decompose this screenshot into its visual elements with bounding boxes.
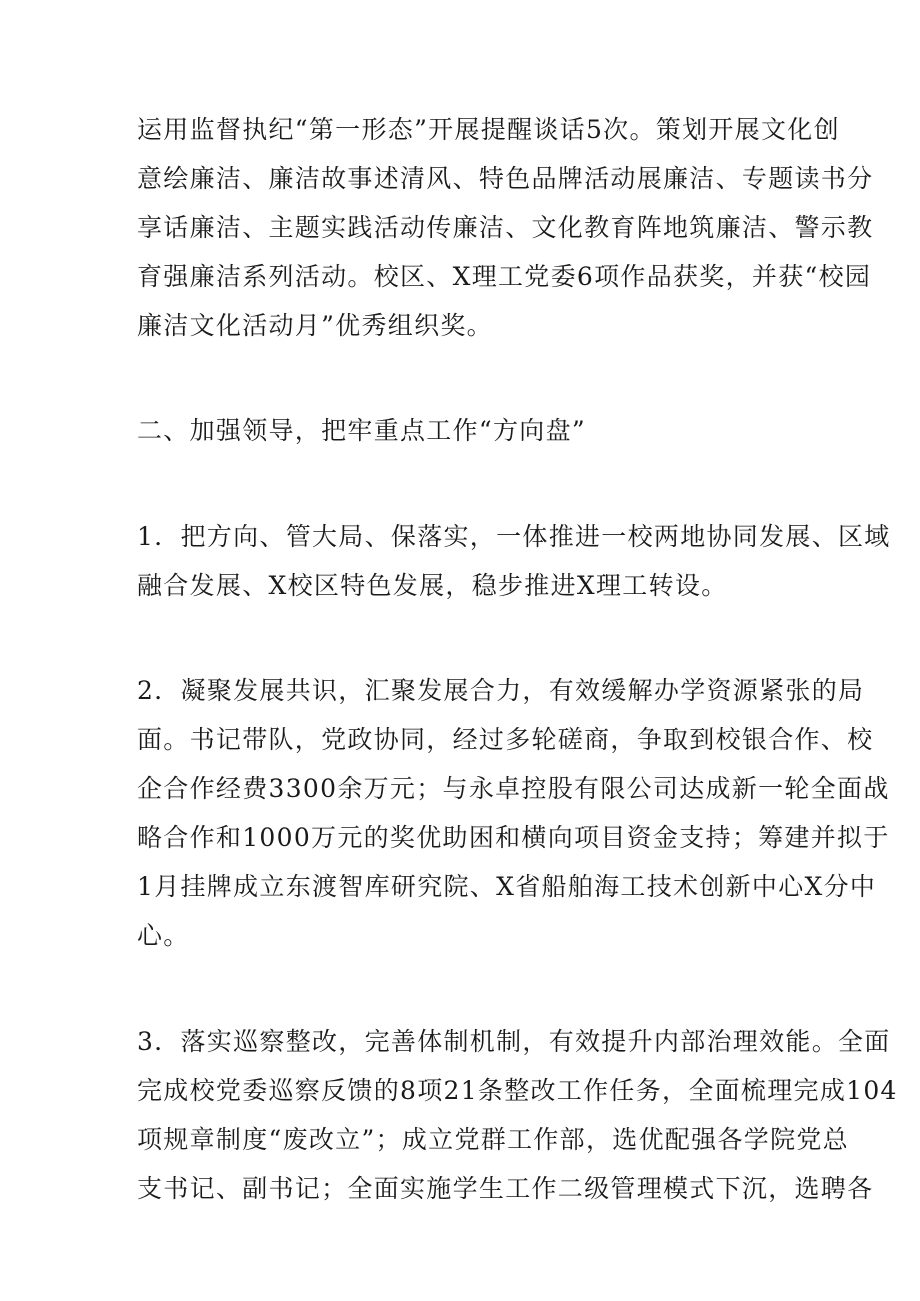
section-heading: 二、加强领导，把牢重点工作“方向盘”: [137, 416, 586, 445]
text-line: 意绘廉洁、廉洁故事述清风、特色品牌活动展廉洁、专题读书分: [137, 164, 874, 193]
text-line: 完成校党委巡察反馈的8项21条整改工作任务，全面梳理完成104: [137, 1076, 898, 1105]
text-line: 支书记、副书记；全面实施学生工作二级管理模式下沉，选聘各: [137, 1174, 874, 1203]
text-line: 运用监督执纪“第一形态”开展提醒谈话5次。策划开展文化创: [137, 115, 840, 144]
text-line: 育强廉洁系列活动。校区、X理工党委6项作品获奖，并获“校园: [137, 262, 872, 291]
text-line: 面。书记带队，党政协同，经过多轮磋商，争取到校银合作、校: [137, 725, 874, 754]
text-line: 企合作经费3300余万元；与永卓控股有限公司达成新一轮全面战: [137, 774, 890, 803]
text-line: 项规章制度“废改立”；成立党群工作部，选优配强各学院党总: [137, 1125, 849, 1154]
text-line: 享话廉洁、主题实践活动传廉洁、文化教育阵地筑廉洁、警示教: [137, 213, 874, 242]
text-line: 融合发展、X校区特色发展，稳步推进X理工转设。: [137, 571, 728, 600]
text-line: 3．落实巡察整改，完善体制机制，有效提升内部治理效能。全面: [137, 1027, 891, 1056]
text-line: 略合作和1000万元的奖优助困和横向项目资金支持；筹建并拟于: [137, 823, 890, 852]
text-line: 1．把方向、管大局、保落实，一体推进一校两地协同发展、区域: [137, 522, 891, 551]
text-line: 廉洁文化活动月”优秀组织奖。: [137, 311, 493, 340]
text-line: 2．凝聚发展共识，汇聚发展合力，有效缓解办学资源紧张的局: [137, 676, 865, 705]
text-line: 心。: [137, 921, 190, 950]
text-line: 1月挂牌成立东渡智库研究院、X省船舶海工技术创新中心X分中: [137, 872, 877, 901]
